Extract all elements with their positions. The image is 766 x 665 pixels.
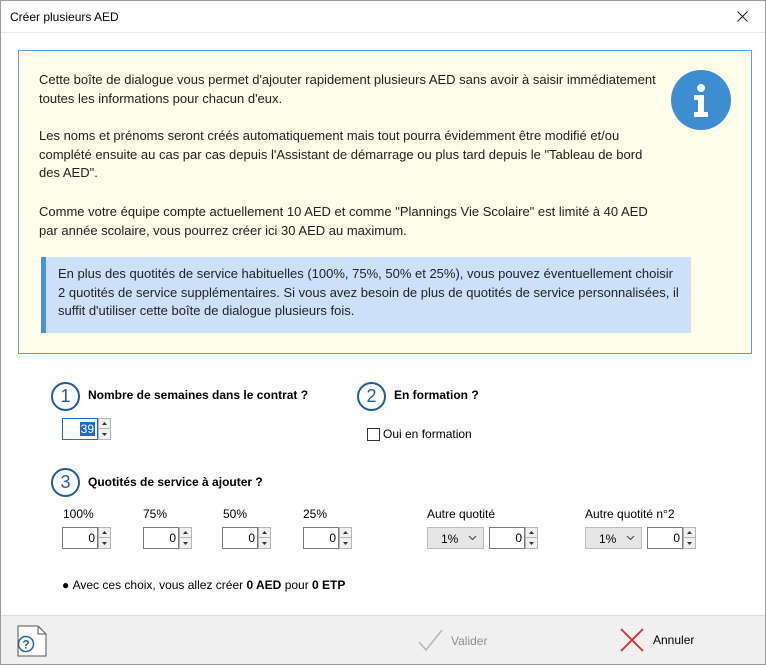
title-bar: [1, 1, 765, 33]
section-1-title: Nombre de semaines dans le contrat ?: [88, 388, 309, 402]
quota-50-up-arrow-icon[interactable]: [258, 527, 271, 538]
summary-etp-count: 0 ETP: [312, 578, 346, 592]
help-icon: [16, 625, 48, 657]
step-1-badge: 1: [51, 382, 80, 411]
info-paragraph-2: Les noms et prénoms seront créés automatiquement mais tout pourra évidemment être modifié et/ou complété ensuite au cas par cas depuis l'Assistant de démarrage ou plus tard depuis le "Tableau de bord des AED".: [39, 128, 643, 180]
quota-100-input[interactable]: 0: [62, 527, 98, 549]
quota-50-input[interactable]: 0: [222, 527, 258, 549]
validate-button[interactable]: [417, 628, 487, 654]
validate-button-label: Valider: [451, 634, 488, 648]
other-quota-2-select-value: 1%: [599, 532, 617, 546]
weeks-down-arrow-icon[interactable]: [98, 429, 111, 440]
summary-line: [62, 578, 345, 592]
quota-25-up-arrow-icon[interactable]: [339, 527, 352, 538]
quota-100-down-arrow-icon[interactable]: [98, 538, 111, 549]
cancel-button[interactable]: [619, 627, 694, 653]
window-title: Créer plusieurs AED: [10, 10, 119, 24]
other-quota-input[interactable]: 0: [489, 527, 525, 549]
close-button[interactable]: [719, 1, 765, 32]
other-quota-2-select[interactable]: [585, 527, 642, 549]
other-quota-select[interactable]: [427, 527, 484, 549]
quota-100-up-arrow-icon[interactable]: [98, 527, 111, 538]
quota-75-input[interactable]: 0: [143, 527, 179, 549]
info-icon: [671, 70, 731, 130]
check-icon: [417, 628, 443, 654]
other-quota-up-arrow-icon[interactable]: [525, 527, 538, 538]
quota-25-label: 25%: [303, 507, 328, 521]
step-2-badge: 2: [357, 382, 386, 411]
svg-text:?: ?: [22, 637, 30, 652]
other-quota-2-up-arrow-icon[interactable]: [683, 527, 696, 538]
step-3-badge: 3: [51, 468, 80, 497]
quota-25-down-arrow-icon[interactable]: [339, 538, 352, 549]
training-checkbox[interactable]: [367, 428, 380, 441]
quota-25-input[interactable]: 0: [303, 527, 339, 549]
info-note: En plus des quotités de service habituelles (100%, 75%, 50% et 25%), vous pouvez éventuellement choisir 2 quotités de service supplémentaires. Si vous avez besoin de plus de quotités de service personnalisées, il suffit d'utiliser cette boîte de dialogue plusieurs fois.: [41, 257, 691, 333]
section-3-title: Quotités de service à ajouter ?: [88, 475, 263, 489]
weeks-input[interactable]: [62, 418, 98, 440]
quota-75-down-arrow-icon[interactable]: [179, 538, 192, 549]
quota-100-label: 100%: [63, 507, 94, 521]
quota-75-label: 75%: [143, 507, 168, 521]
summary-aed-count: 0 AED: [246, 578, 282, 592]
other-quota-2-input[interactable]: 0: [647, 527, 683, 549]
chevron-down-icon: [468, 533, 477, 542]
help-button[interactable]: [16, 625, 48, 660]
other-quota-down-arrow-icon[interactable]: [525, 538, 538, 549]
info-paragraph-3: Comme votre équipe compte actuellement 10 AED et comme "Plannings Vie Scolaire" est limité à 40 AED par année scolaire, vous pourrez créer ici 30 AED au maximum.: [39, 204, 648, 238]
summary-prefix: Avec ces choix, vous allez créer: [72, 578, 247, 592]
close-icon: [737, 11, 748, 22]
other-quota-label: Autre quotité: [427, 507, 496, 521]
summary-middle: pour: [281, 578, 313, 592]
chevron-down-icon: [626, 533, 635, 542]
quota-50-label: 50%: [223, 507, 248, 521]
weeks-value: 39: [80, 422, 94, 436]
quota-75-up-arrow-icon[interactable]: [179, 527, 192, 538]
quota-50-down-arrow-icon[interactable]: [258, 538, 271, 549]
other-quota-2-down-arrow-icon[interactable]: [683, 538, 696, 549]
other-quota-select-value: 1%: [441, 532, 459, 546]
info-paragraph-1: Cette boîte de dialogue vous permet d'ajouter rapidement plusieurs AED sans avoir à saisir immédiatement toutes les informations pour chacun d'eux.: [39, 72, 656, 106]
info-panel: [18, 50, 752, 354]
weeks-up-arrow-icon[interactable]: [98, 418, 111, 429]
cancel-x-icon: [619, 627, 645, 653]
bullet-icon: ●: [62, 578, 73, 592]
cancel-button-label: Annuler: [653, 633, 695, 647]
footer-bar: [1, 615, 765, 664]
training-checkbox-label[interactable]: Oui en formation: [383, 427, 472, 441]
other-quota-2-label: Autre quotité n°2: [585, 507, 675, 521]
section-2-title: En formation ?: [394, 388, 479, 402]
